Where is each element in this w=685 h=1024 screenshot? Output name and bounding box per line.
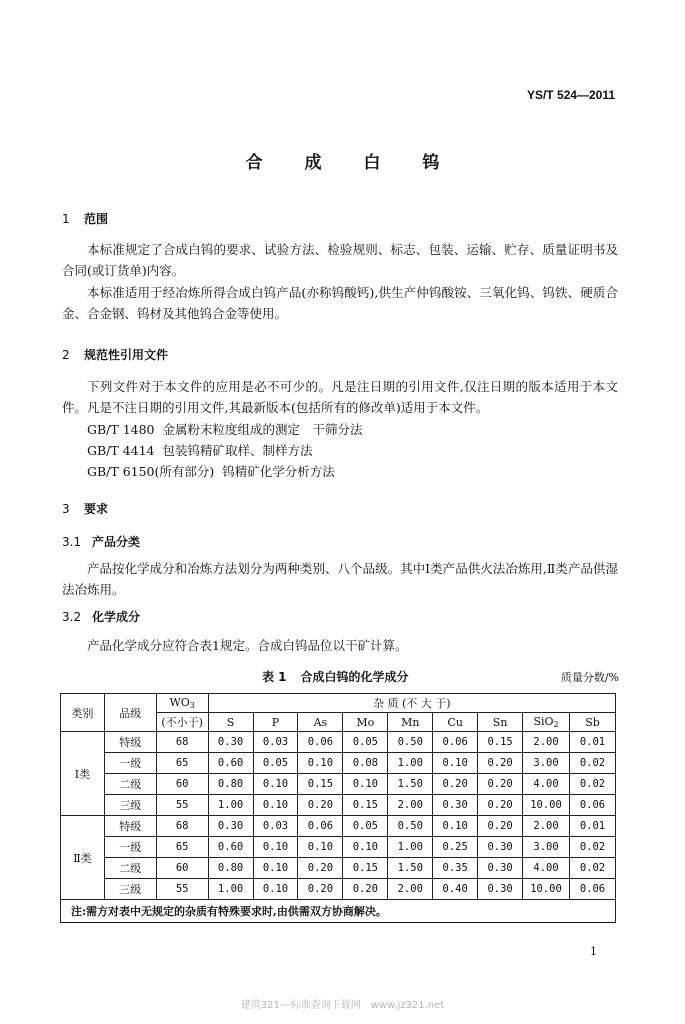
- impurity-value-cell: 0.10: [433, 816, 478, 837]
- wo3-subscript: 3: [189, 701, 195, 710]
- reference-item: [87, 461, 335, 482]
- impurity-value-cell: 0.30: [433, 795, 478, 816]
- grade-cell: 一级: [104, 753, 156, 774]
- impurity-value-cell: 0.10: [343, 837, 388, 858]
- section-3-2-paragraph: 产品化学成分应符合表1规定。合成白钨品位以干矿计算。: [87, 638, 408, 653]
- impurity-value-cell: 2.00: [388, 879, 433, 900]
- impurity-value-cell: 0.02: [570, 774, 616, 795]
- impurity-value-cell: 0.30: [478, 879, 523, 900]
- impurity-value-cell: 0.20: [343, 879, 388, 900]
- impurity-value-cell: 0.15: [343, 858, 388, 879]
- impurity-value-cell: 3.00: [523, 837, 570, 858]
- impurity-value-cell: 2.00: [523, 732, 570, 753]
- header-impurity: 杂 质 (不 大 于): [208, 694, 615, 713]
- wo3-cell: 60: [156, 774, 208, 795]
- table-row: [61, 732, 616, 753]
- section-1-paragraph-1: 本标准规定了合成白钨的要求、试验方法、检验规则、标志、包装、运输、贮存、质量证明书及合同(或订货单)内容。: [62, 242, 618, 278]
- impurity-value-cell: 0.10: [298, 837, 343, 858]
- wo3-label: WO: [169, 696, 190, 709]
- header-category: 类别: [61, 694, 105, 732]
- table-row: [61, 795, 616, 816]
- impurity-value-cell: 0.03: [253, 816, 298, 837]
- impurity-value-cell: 0.10: [253, 879, 298, 900]
- section-title: 产品分类: [92, 535, 141, 549]
- section-number: 3.1: [62, 535, 82, 549]
- impurity-value-cell: 1.00: [388, 837, 433, 858]
- impurity-value-cell: 0.10: [253, 858, 298, 879]
- section-3-1-heading: [62, 533, 140, 550]
- table-row: [61, 753, 616, 774]
- impurity-value-cell: 0.20: [478, 795, 523, 816]
- grade-cell: 特级: [104, 732, 156, 753]
- impurity-value-cell: 0.35: [433, 858, 478, 879]
- impurity-value-cell: 0.20: [478, 816, 523, 837]
- impurity-value-cell: 0.05: [253, 753, 298, 774]
- table-row: [61, 837, 616, 858]
- header-wo3: [156, 694, 208, 713]
- wo3-cell: 65: [156, 837, 208, 858]
- wo3-cell: 68: [156, 732, 208, 753]
- impurity-value-cell: 0.15: [343, 795, 388, 816]
- impurity-value-cell: 0.80: [208, 858, 253, 879]
- header-element: Mn: [388, 713, 433, 732]
- table-note: 注:需方对表中无规定的杂质有特殊要求时,由供需双方协商解决。: [61, 900, 616, 923]
- section-2-paragraph-1: 下列文件对于本文件的应用是必不可少的。凡是注日期的引用文件,仅注日期的版本适用于本文件。凡是不注日期的引用文件,其最新版本(包括所有的修改单)适用于本文件。: [62, 379, 618, 415]
- header-element: Sn: [478, 713, 523, 732]
- header-element: Mo: [343, 713, 388, 732]
- impurity-value-cell: 4.00: [523, 858, 570, 879]
- page-number: 1: [590, 945, 597, 958]
- reference-item: [87, 419, 363, 440]
- header-wo3-note: (不小于): [156, 713, 208, 732]
- impurity-value-cell: 0.08: [343, 753, 388, 774]
- reference-name: 包装钨精矿取样、制样方法: [162, 443, 313, 458]
- impurity-value-cell: 0.10: [253, 795, 298, 816]
- impurity-value-cell: 0.25: [433, 837, 478, 858]
- section-number: 1: [62, 212, 70, 226]
- impurity-value-cell: 0.30: [208, 732, 253, 753]
- table-title: 合成白钨的化学成分: [300, 670, 409, 684]
- impurity-value-cell: 0.05: [343, 816, 388, 837]
- section-number: 2: [62, 348, 70, 362]
- grade-cell: 一级: [104, 837, 156, 858]
- section-1-heading: [62, 210, 108, 227]
- impurity-value-cell: 0.20: [298, 858, 343, 879]
- impurity-value-cell: 0.60: [208, 753, 253, 774]
- wo3-cell: 55: [156, 795, 208, 816]
- table-row: [61, 879, 616, 900]
- impurity-value-cell: 0.02: [570, 858, 616, 879]
- wo3-cell: 60: [156, 858, 208, 879]
- table-body: [61, 732, 616, 923]
- impurity-value-cell: 0.15: [298, 774, 343, 795]
- impurity-value-cell: 1.00: [208, 795, 253, 816]
- impurity-value-cell: 0.20: [298, 879, 343, 900]
- grade-cell: 三级: [104, 795, 156, 816]
- section-title: 化学成分: [92, 610, 141, 624]
- section-title: 范围: [84, 212, 109, 226]
- section-3-1-paragraph: 产品按化学成分和冶炼方法划分为两种类别、八个品级。其中Ⅰ类产品供火法冶炼用,Ⅱ类产品供湿法冶炼用。: [62, 561, 618, 597]
- impurity-value-cell: 0.20: [478, 753, 523, 774]
- impurity-value-cell: 0.03: [253, 732, 298, 753]
- impurity-value-cell: 2.00: [523, 816, 570, 837]
- impurity-value-cell: 0.20: [478, 774, 523, 795]
- grade-cell: 三级: [104, 879, 156, 900]
- header-element: S: [208, 713, 253, 732]
- category-cell: Ⅰ类: [61, 732, 105, 816]
- impurity-value-cell: 0.30: [208, 816, 253, 837]
- reference-code: GB/T 4414: [87, 443, 155, 458]
- reference-name: 钨精矿化学分析方法: [222, 464, 335, 479]
- sio2-label: SiO: [533, 715, 554, 728]
- section-title: 要求: [84, 502, 109, 516]
- document-title: 合 成 白 钨: [245, 153, 458, 173]
- section-3-2-heading: [62, 608, 140, 625]
- impurity-value-cell: 0.02: [570, 753, 616, 774]
- impurity-value-cell: 0.30: [478, 858, 523, 879]
- reference-item: [87, 440, 313, 461]
- section-1-paragraph-2: 本标准适用于经冶炼所得合成白钨产品(亦称钨酸钙),供生产仲钨酸铵、三氧化钨、钨铁、硬质合金、合金钢、钨材及其他钨合金等使用。: [62, 285, 618, 321]
- impurity-value-cell: 0.02: [570, 837, 616, 858]
- reference-code: GB/T 6150(所有部分): [87, 464, 215, 479]
- header-element: Sb: [570, 713, 616, 732]
- grade-cell: 二级: [104, 774, 156, 795]
- impurity-value-cell: 0.06: [298, 732, 343, 753]
- impurity-value-cell: 0.06: [433, 732, 478, 753]
- impurity-value-cell: 1.00: [388, 753, 433, 774]
- chemical-composition-table: [60, 693, 616, 923]
- impurity-value-cell: 0.60: [208, 837, 253, 858]
- impurity-value-cell: 0.40: [433, 879, 478, 900]
- grade-cell: 二级: [104, 858, 156, 879]
- impurity-value-cell: 1.50: [388, 774, 433, 795]
- wo3-cell: 55: [156, 879, 208, 900]
- header-element-sio2: [523, 713, 570, 732]
- impurity-value-cell: 1.00: [208, 879, 253, 900]
- impurity-value-cell: 3.00: [523, 753, 570, 774]
- header-element: As: [298, 713, 343, 732]
- sio2-subscript: 2: [553, 720, 559, 729]
- section-2-heading: [62, 346, 168, 363]
- impurity-value-cell: 0.30: [478, 837, 523, 858]
- impurity-value-cell: 0.50: [388, 816, 433, 837]
- standard-code: YS/T 524—2011: [526, 88, 615, 102]
- impurity-value-cell: 0.06: [570, 795, 616, 816]
- impurity-value-cell: 0.10: [253, 774, 298, 795]
- impurity-value-cell: 2.00: [388, 795, 433, 816]
- impurity-value-cell: 0.10: [298, 753, 343, 774]
- reference-name: 金属粉末粒度组成的测定 干筛分法: [162, 422, 363, 437]
- header-element: Cu: [433, 713, 478, 732]
- impurity-value-cell: 0.01: [570, 732, 616, 753]
- impurity-value-cell: 0.15: [478, 732, 523, 753]
- header-grade: 品级: [104, 694, 156, 732]
- impurity-value-cell: 0.10: [253, 837, 298, 858]
- impurity-value-cell: 0.10: [343, 774, 388, 795]
- section-number: 3.2: [62, 610, 82, 624]
- section-3-heading: [62, 500, 108, 517]
- table-row: [61, 858, 616, 879]
- table-row: [61, 774, 616, 795]
- header-element: P: [253, 713, 298, 732]
- table-row: [61, 816, 616, 837]
- impurity-value-cell: 0.06: [570, 879, 616, 900]
- table-unit: 质量分数/%: [560, 671, 619, 684]
- impurity-value-cell: 10.00: [523, 795, 570, 816]
- impurity-value-cell: 0.20: [298, 795, 343, 816]
- watermark: 建筑321---标准查询下载网 www.jz321.net: [240, 1000, 445, 1011]
- reference-code: GB/T 1480: [87, 422, 155, 437]
- impurity-value-cell: 0.01: [570, 816, 616, 837]
- table-caption: [262, 668, 409, 685]
- impurity-value-cell: 1.50: [388, 858, 433, 879]
- impurity-value-cell: 0.20: [433, 774, 478, 795]
- impurity-value-cell: 0.80: [208, 774, 253, 795]
- category-cell: Ⅱ类: [61, 816, 105, 900]
- wo3-cell: 68: [156, 816, 208, 837]
- grade-cell: 特级: [104, 816, 156, 837]
- impurity-value-cell: 0.10: [433, 753, 478, 774]
- impurity-value-cell: 4.00: [523, 774, 570, 795]
- impurity-value-cell: 0.05: [343, 732, 388, 753]
- impurity-value-cell: 0.50: [388, 732, 433, 753]
- wo3-cell: 65: [156, 753, 208, 774]
- impurity-value-cell: 0.06: [298, 816, 343, 837]
- section-title: 规范性引用文件: [84, 348, 169, 362]
- section-number: 3: [62, 502, 70, 516]
- table-number: 表 1: [262, 670, 287, 684]
- impurity-value-cell: 10.00: [523, 879, 570, 900]
